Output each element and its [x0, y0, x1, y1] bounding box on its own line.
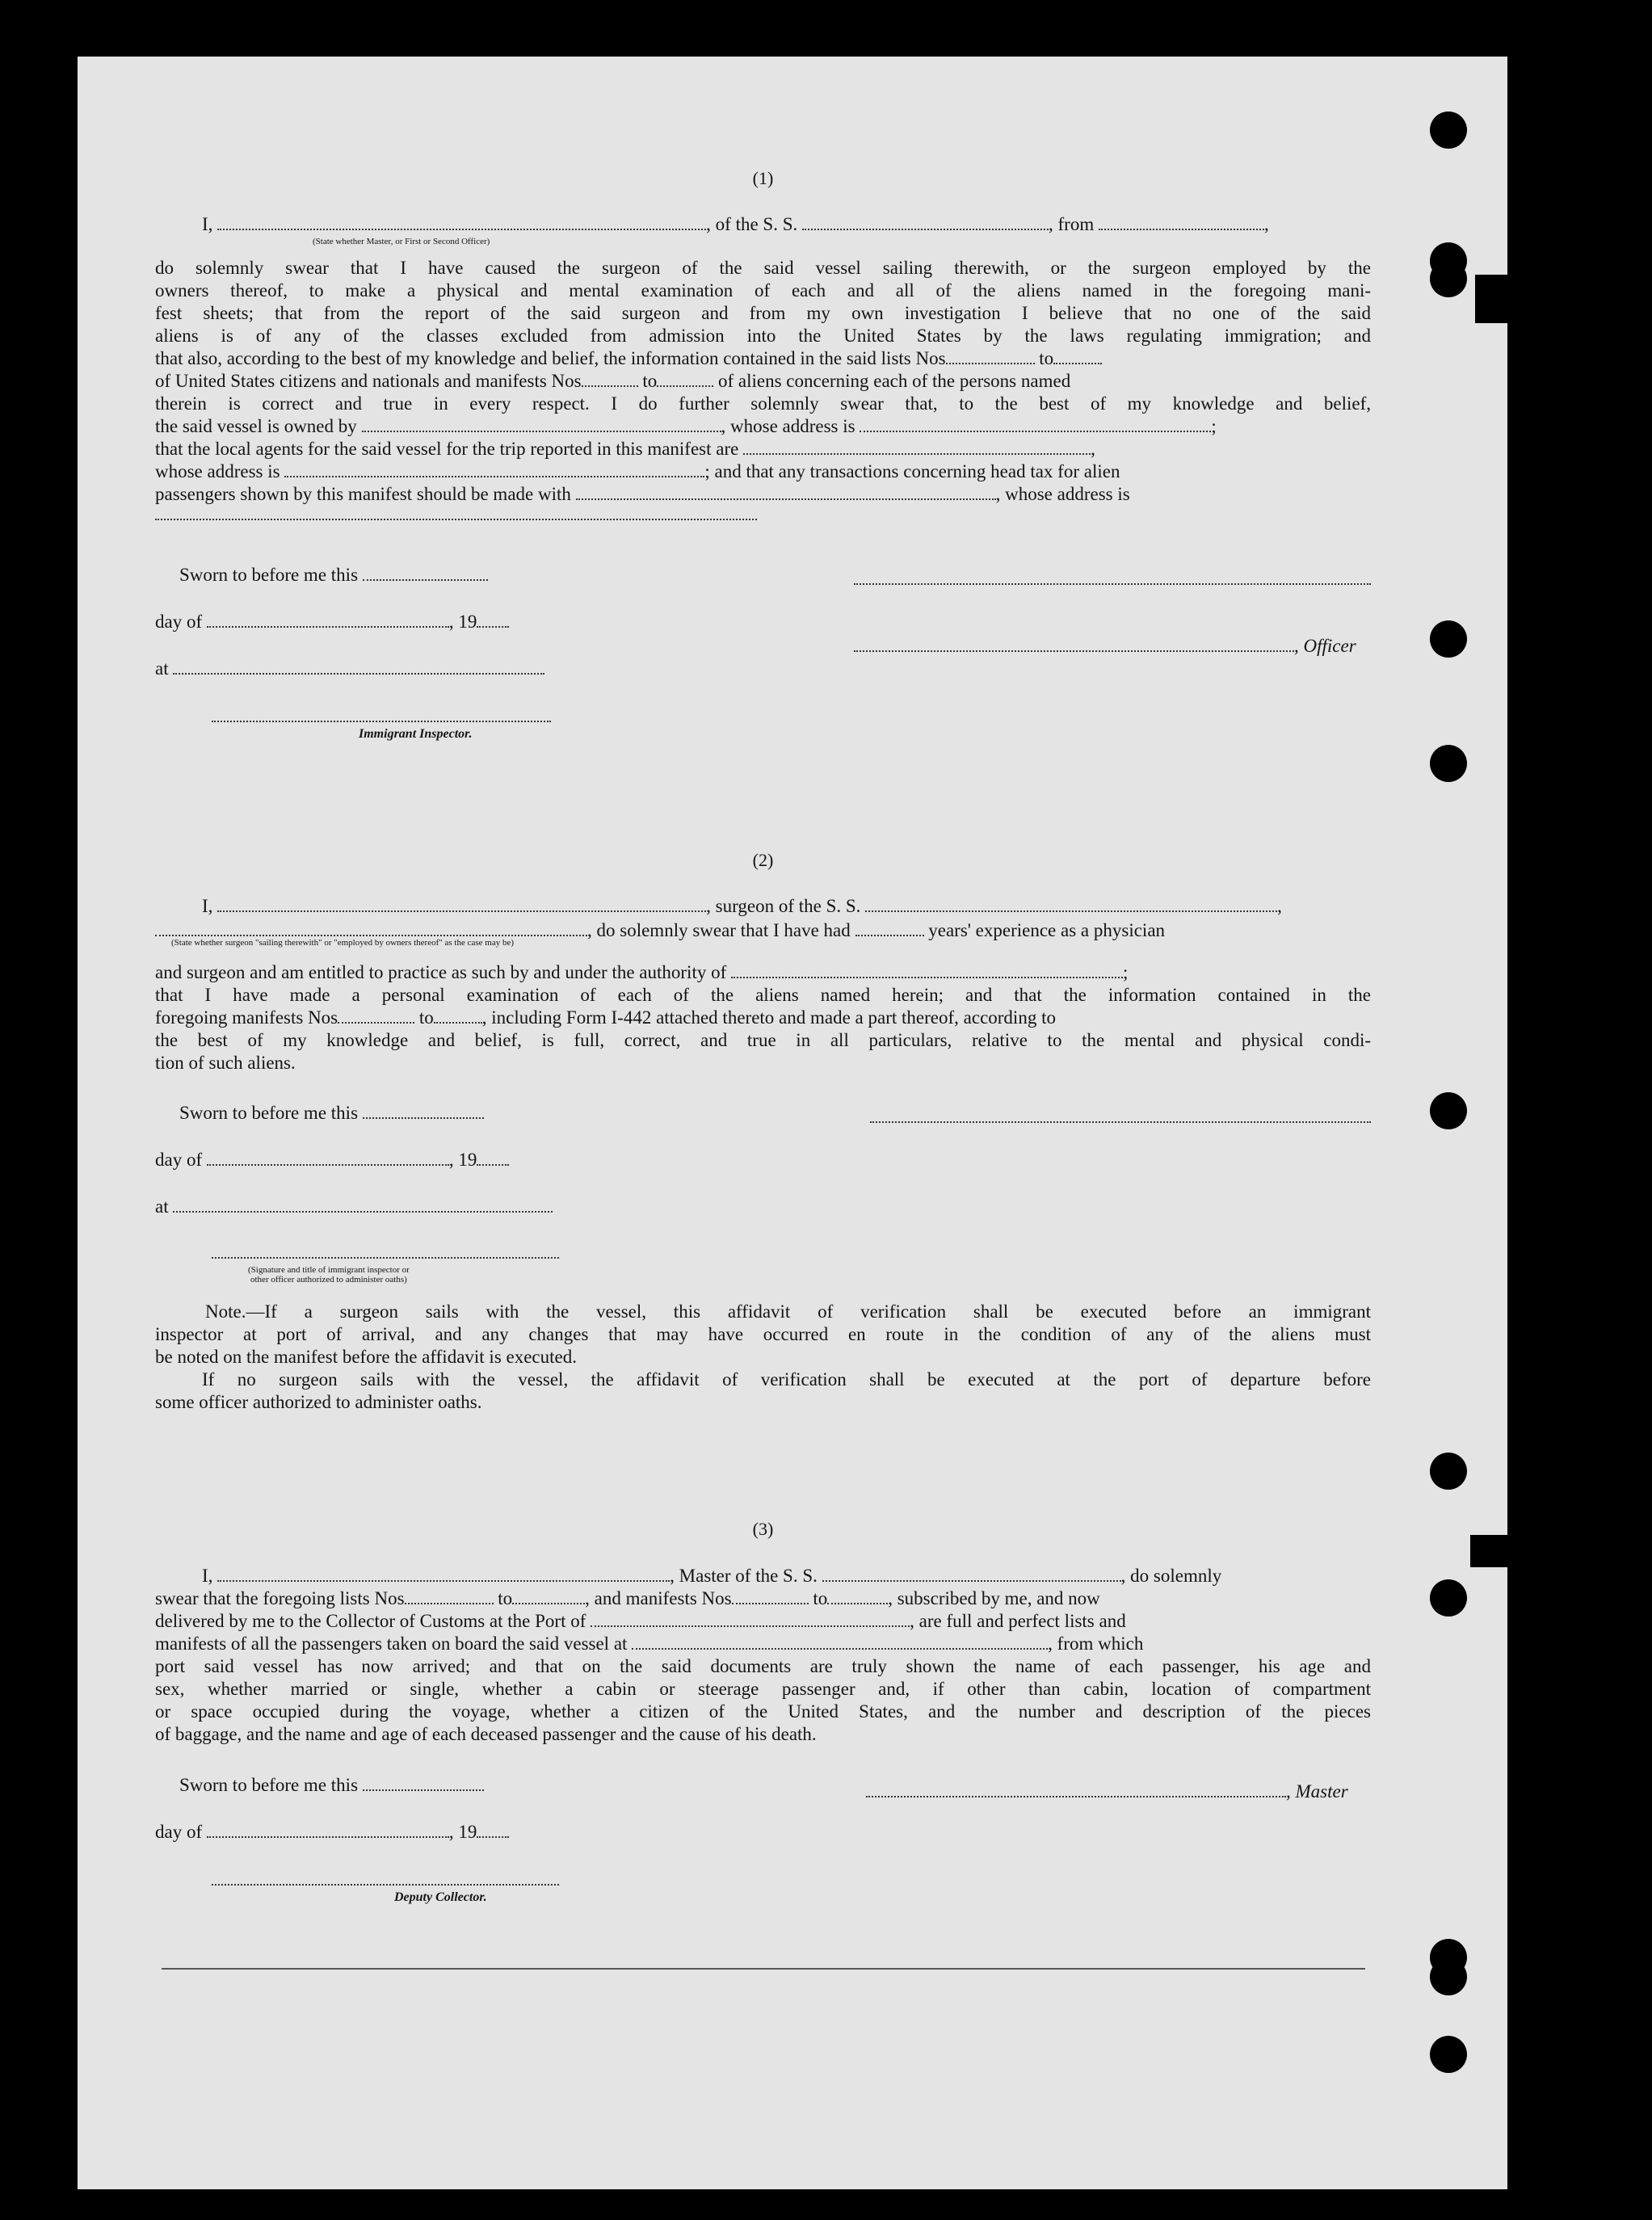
lists-to-field[interactable]: [1053, 348, 1102, 364]
inspector-caption: Immigrant Inspector.: [359, 727, 473, 741]
year-field[interactable]: [477, 612, 509, 628]
note-line: inspector at port of arrival, and any changes that may have occurred en route in the condition of any of the aliens must: [155, 1324, 1371, 1344]
signature-caption: (Signature and title of immigrant inspector or: [248, 1265, 410, 1275]
master-name-field[interactable]: [217, 1566, 670, 1582]
port-of-embarkation-field[interactable]: [632, 1633, 1048, 1650]
section1-body-line: fest sheets; that from the report of the said surgeon and from my own investigation I believe that no one of the said: [155, 303, 1371, 323]
sworn-line: Sworn to before me this: [155, 564, 1371, 587]
section3-body-line: or space occupied during the voyage, whether a citizen of the United States, and the number and description of the pieces: [155, 1701, 1371, 1722]
head-tax-address-field[interactable]: [155, 517, 757, 520]
section1-line-13: that the local agents for the said vessel for the trip reported in this manifest are ,: [155, 439, 1095, 459]
section-number: (2): [752, 850, 774, 870]
torn-edge: [1475, 275, 1507, 323]
surgeon-manifests-to-field[interactable]: [434, 1007, 482, 1024]
section2-body-line: that I have made a personal examination of each of the aliens named herein; and that the information contained in the: [155, 985, 1371, 1005]
binder-hole-icon: [1430, 1579, 1467, 1617]
sworn-date-field[interactable]: [363, 1775, 484, 1791]
surgeon-vessel-field[interactable]: [865, 896, 1277, 912]
surgeon-name-field[interactable]: [217, 896, 706, 912]
manifests-from-field[interactable]: [582, 371, 638, 387]
binder-hole-icon: [1430, 1092, 1467, 1129]
section3-line-2: swear that the foregoing lists Nos to , and manifests Nos to , subscribed by me, and now: [155, 1588, 1100, 1608]
officer-signature-field[interactable]: [854, 636, 1294, 652]
section-number: (3): [752, 1519, 774, 1539]
day-of-field[interactable]: [207, 1150, 449, 1166]
section1-line-12: the said vessel is owned by , whose address is ;: [155, 416, 1217, 436]
section1-line-14: whose address is ; and that any transactions concerning head tax for alien: [155, 461, 1120, 481]
origin-port-field[interactable]: [1099, 214, 1264, 230]
section3-line-3: delivered by me to the Collector of Customs at the Port of , are full and perfect lists and: [155, 1611, 1126, 1631]
section3-body-line: sex, whether married or single, whether a cabin or steerage passenger and, if other than cabin, location of compartment: [155, 1679, 1371, 1699]
section1-line-9: that also, according to the best of my knowledge and belief, the information contained in the said lists Nos to: [155, 347, 1371, 370]
year-field[interactable]: [477, 1150, 509, 1166]
day-of-line: day of , 19: [155, 611, 1371, 633]
authority-field[interactable]: [731, 962, 1123, 978]
signature-caption: other officer authorized to administer oaths): [250, 1275, 407, 1284]
deputy-collector-caption: Deputy Collector.: [394, 1890, 487, 1904]
surgeon-status-field[interactable]: [155, 920, 587, 936]
section1-line-1: I, , of the S. S. , from ,: [202, 214, 1269, 234]
binder-hole-icon: [1430, 620, 1467, 658]
lists-to-field[interactable]: [512, 1588, 585, 1604]
note-line: If no surgeon sails with the vessel, the affidavit of verification shall be executed at the port of departure before: [202, 1369, 1371, 1390]
sworn-line: Sworn to before me this: [155, 1102, 1371, 1125]
at-line: at: [155, 658, 1371, 680]
lists-from-field[interactable]: [405, 1588, 494, 1604]
section2-body-line: tion of such aliens.: [155, 1053, 296, 1073]
section1-line-10: of United States citizens and nationals and manifests Nos to of aliens concerning each of the persons named: [155, 371, 1071, 391]
section2-line-2: , do solemnly swear that I have had years' experience as a physician: [155, 919, 1371, 942]
officer-rank-field[interactable]: [217, 214, 706, 230]
section1-body-line: do solemnly swear that I have caused the surgeon of the said vessel sailing therewith, or the surgeon employed by the: [155, 258, 1371, 278]
section2-line-5: foregoing manifests Nos to , including Form I-442 attached thereto and made a part thereof, according to: [155, 1007, 1056, 1028]
torn-edge: [1470, 1535, 1507, 1567]
at-location-field[interactable]: [173, 1196, 553, 1213]
year-field[interactable]: [477, 1822, 509, 1838]
master-vessel-field[interactable]: [822, 1566, 1121, 1582]
note-line: some officer authorized to administer oaths.: [155, 1392, 482, 1412]
vessel-name-field[interactable]: [802, 214, 1049, 230]
binder-hole-icon: [1430, 111, 1467, 149]
note-line: Note.—If a surgeon sails with the vessel, this affidavit of verification shall be executed before an immigrant: [205, 1301, 1371, 1322]
manifests-to-field[interactable]: [657, 371, 713, 387]
section1-line-15: passengers shown by this manifest should be made with , whose address is: [155, 484, 1130, 504]
day-of-line: day of , 19: [155, 1821, 1371, 1844]
surgeon-manifests-from-field[interactable]: [338, 1007, 414, 1024]
sworn-line: Sworn to before me this: [155, 1774, 1371, 1797]
inspector-signature-line[interactable]: [212, 719, 551, 722]
surgeon-signature-line[interactable]: [870, 1120, 1371, 1123]
master-signature-row: , Master: [866, 1781, 1371, 1803]
binder-hole-icon: [1430, 1453, 1467, 1490]
section-number: (1): [752, 168, 774, 188]
bleed-through-header: [210, 121, 218, 149]
sworn-date-field[interactable]: [363, 1103, 484, 1119]
binder-hole-icon: [1430, 260, 1467, 297]
manifests-from-field[interactable]: [732, 1588, 809, 1604]
binder-hole-icon: [1430, 745, 1467, 782]
day-of-field[interactable]: [207, 1822, 449, 1838]
section2-line-1: I, , surgeon of the S. S. ,: [202, 896, 1282, 916]
port-of-arrival-field[interactable]: [591, 1611, 910, 1627]
section2-body-line: the best of my knowledge and belief, is full, correct, and true in all particulars, relative to the mental and physical condi-: [155, 1030, 1371, 1050]
section1-body-line: therein is correct and true in every respect. I do further solemnly swear that, to the best of my knowledge and belief,: [155, 393, 1371, 414]
note-line: be noted on the manifest before the affidavit is executed.: [155, 1347, 577, 1367]
manifests-to-field[interactable]: [827, 1588, 888, 1604]
day-of-line: day of , 19: [155, 1149, 1371, 1171]
section1-body-line: aliens is of any of the classes excluded from admission into the United States by the laws regulating immigration; and: [155, 326, 1371, 346]
section1-body-line: owners thereof, to make a physical and mental examination of each and all of the aliens named in the foregoing mani-: [155, 280, 1371, 301]
officer-signature-row: , Officer: [854, 635, 1371, 658]
section3-line-4: manifests of all the passengers taken on board the said vessel at , from which: [155, 1633, 1144, 1654]
binder-hole-icon: [1430, 2036, 1467, 2073]
officer-rank-caption: (State whether Master, or First or Second Officer): [313, 237, 490, 246]
head-tax-contact-field[interactable]: [576, 484, 996, 500]
sworn-date-field[interactable]: [363, 565, 488, 581]
agents-address-field[interactable]: [284, 461, 704, 477]
vessel-owner-field[interactable]: [362, 416, 721, 432]
section3-line-1: I, , Master of the S. S. , do solemnly: [202, 1566, 1222, 1586]
at-line: at: [155, 1196, 1371, 1218]
years-experience-field[interactable]: [855, 920, 924, 936]
officer-signature-line-1[interactable]: [854, 582, 1371, 585]
local-agents-field[interactable]: [743, 439, 1091, 455]
section3-body-line: of baggage, and the name and age of each deceased passenger and the cause of his death.: [155, 1724, 817, 1744]
administering-officer-signature-line[interactable]: [212, 1255, 559, 1259]
deputy-collector-signature-line[interactable]: [212, 1882, 559, 1886]
owner-address-field[interactable]: [860, 416, 1211, 432]
section2-line-3: and surgeon and am entitled to practice as such by and under the authority of ;: [155, 962, 1129, 982]
at-location-field[interactable]: [173, 658, 544, 675]
lists-from-field[interactable]: [946, 348, 1035, 364]
bottom-rule: [162, 1968, 1365, 1970]
section3-body-line: port said vessel has now arrived; and that on the said documents are truly shown the name of each passenger, his age and: [155, 1656, 1371, 1676]
surgeon-status-caption: (State whether surgeon "sailing therewith" or "employed by owners thereof" as the case may be): [171, 938, 515, 948]
binder-hole-icon: [1430, 1958, 1467, 1995]
master-signature-field[interactable]: [866, 1781, 1286, 1797]
day-of-field[interactable]: [207, 612, 449, 628]
